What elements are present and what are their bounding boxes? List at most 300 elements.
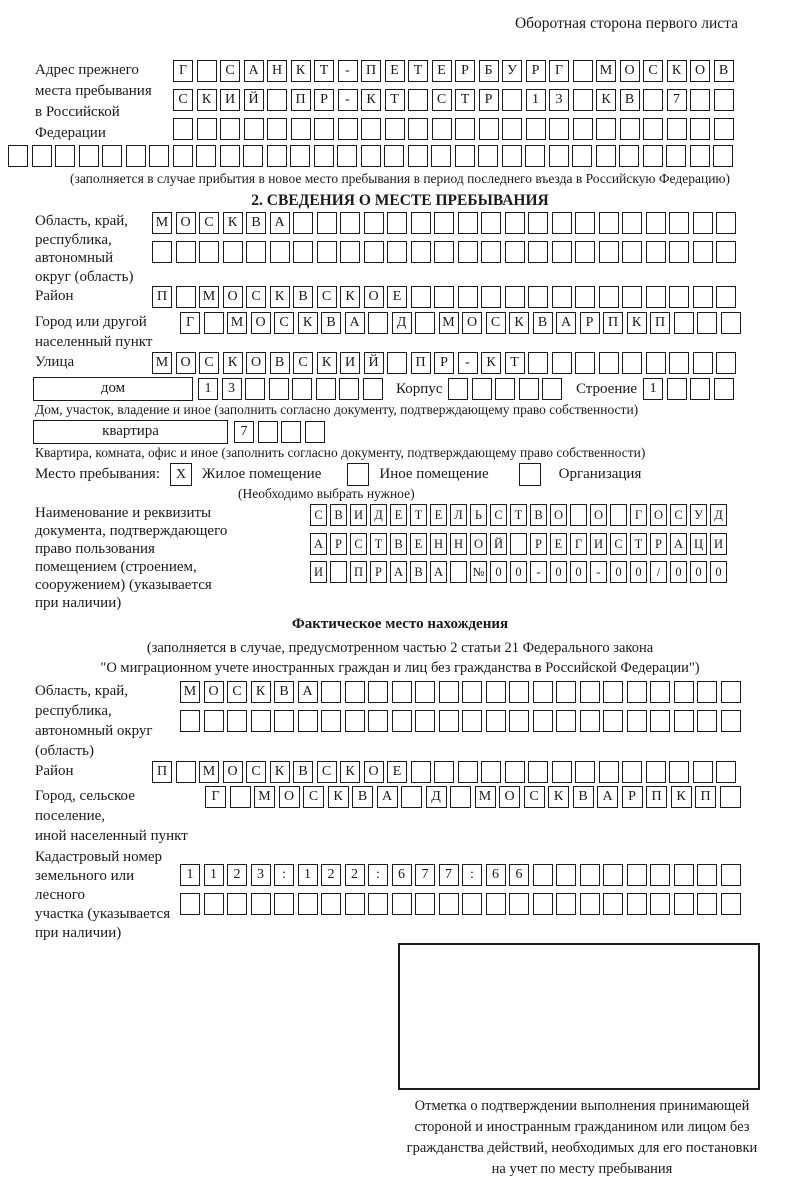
char-cell[interactable] — [552, 286, 572, 308]
char-cell[interactable] — [79, 145, 99, 167]
char-cell[interactable] — [345, 710, 365, 732]
char-cell[interactable]: С — [274, 312, 294, 334]
char-cell[interactable] — [505, 241, 525, 263]
char-cell[interactable] — [230, 786, 251, 808]
char-cell[interactable] — [415, 312, 435, 334]
char-cell[interactable] — [368, 681, 388, 703]
stay-type-checkbox-organization[interactable] — [519, 463, 541, 486]
char-cell[interactable]: С — [317, 286, 337, 308]
char-cell[interactable] — [408, 118, 428, 140]
char-cell[interactable]: Р — [330, 533, 347, 555]
char-cell[interactable] — [697, 864, 717, 886]
char-cell[interactable] — [450, 786, 471, 808]
char-cell[interactable]: - — [338, 89, 358, 111]
char-cell[interactable] — [479, 118, 499, 140]
char-cell[interactable] — [716, 352, 736, 374]
char-cell[interactable] — [199, 241, 219, 263]
char-cell[interactable]: У — [690, 504, 707, 526]
char-cell[interactable]: К — [291, 60, 311, 82]
char-cell[interactable] — [533, 864, 553, 886]
char-cell[interactable]: К — [596, 89, 616, 111]
char-cell[interactable]: М — [199, 761, 219, 783]
char-cell[interactable]: К — [317, 352, 337, 374]
char-cell[interactable] — [180, 710, 200, 732]
char-cell[interactable] — [575, 241, 595, 263]
char-cell[interactable] — [472, 378, 492, 400]
char-cell[interactable]: Г — [173, 60, 193, 82]
char-cell[interactable] — [528, 761, 548, 783]
char-cell[interactable]: К — [340, 761, 360, 783]
char-cell[interactable] — [411, 761, 431, 783]
char-cell[interactable] — [293, 241, 313, 263]
char-cell[interactable]: О — [279, 786, 300, 808]
char-cell[interactable] — [596, 118, 616, 140]
char-cell[interactable] — [666, 145, 686, 167]
char-cell[interactable] — [293, 212, 313, 234]
char-cell[interactable] — [580, 893, 600, 915]
char-cell[interactable] — [556, 864, 576, 886]
char-cell[interactable] — [408, 145, 428, 167]
char-cell[interactable]: Д — [392, 312, 412, 334]
char-cell[interactable]: К — [667, 60, 687, 82]
char-cell[interactable] — [385, 118, 405, 140]
char-cell[interactable]: Р — [622, 786, 643, 808]
char-cell[interactable]: В — [352, 786, 373, 808]
char-cell[interactable] — [669, 286, 689, 308]
char-cell[interactable] — [486, 681, 506, 703]
char-cell[interactable] — [646, 286, 666, 308]
char-cell[interactable] — [549, 145, 569, 167]
char-cell[interactable] — [619, 145, 639, 167]
char-cell[interactable]: 0 — [710, 561, 727, 583]
char-cell[interactable]: Н — [267, 60, 287, 82]
char-cell[interactable] — [298, 710, 318, 732]
char-cell[interactable]: О — [470, 533, 487, 555]
char-cell[interactable] — [338, 118, 358, 140]
char-cell[interactable]: П — [411, 352, 431, 374]
char-cell[interactable]: С — [227, 681, 247, 703]
char-cell[interactable] — [321, 893, 341, 915]
char-cell[interactable]: В — [270, 352, 290, 374]
char-cell[interactable]: - — [458, 352, 478, 374]
char-cell[interactable] — [667, 118, 687, 140]
char-cell[interactable] — [580, 864, 600, 886]
char-cell[interactable] — [603, 893, 623, 915]
char-cell[interactable]: В — [330, 504, 347, 526]
char-cell[interactable] — [196, 145, 216, 167]
char-cell[interactable] — [251, 893, 271, 915]
char-cell[interactable]: 1 — [643, 378, 663, 400]
char-cell[interactable]: А — [270, 212, 290, 234]
char-cell[interactable] — [387, 241, 407, 263]
char-cell[interactable] — [697, 710, 717, 732]
char-cell[interactable] — [458, 212, 478, 234]
char-cell[interactable] — [481, 286, 501, 308]
char-cell[interactable] — [408, 89, 428, 111]
char-cell[interactable]: 0 — [510, 561, 527, 583]
char-cell[interactable] — [227, 710, 247, 732]
char-cell[interactable]: С — [199, 352, 219, 374]
char-cell[interactable] — [646, 241, 666, 263]
char-cell[interactable]: К — [328, 786, 349, 808]
char-cell[interactable] — [697, 893, 717, 915]
char-cell[interactable] — [556, 710, 576, 732]
char-cell[interactable] — [596, 145, 616, 167]
char-cell[interactable] — [345, 681, 365, 703]
char-cell[interactable] — [149, 145, 169, 167]
char-cell[interactable] — [525, 145, 545, 167]
char-cell[interactable] — [462, 893, 482, 915]
char-cell[interactable] — [364, 241, 384, 263]
char-cell[interactable]: Н — [450, 533, 467, 555]
char-cell[interactable]: П — [603, 312, 623, 334]
char-cell[interactable]: К — [509, 312, 529, 334]
char-cell[interactable] — [505, 212, 525, 234]
char-cell[interactable] — [519, 378, 539, 400]
char-cell[interactable]: М — [199, 286, 219, 308]
char-cell[interactable] — [434, 286, 454, 308]
char-cell[interactable] — [552, 761, 572, 783]
char-cell[interactable] — [721, 893, 741, 915]
char-cell[interactable]: - — [530, 561, 547, 583]
char-cell[interactable] — [316, 378, 336, 400]
char-cell[interactable] — [674, 893, 694, 915]
char-cell[interactable]: С — [350, 533, 367, 555]
char-cell[interactable] — [505, 761, 525, 783]
char-cell[interactable] — [721, 864, 741, 886]
char-cell[interactable]: С — [317, 761, 337, 783]
char-cell[interactable] — [345, 893, 365, 915]
char-cell[interactable]: Р — [650, 533, 667, 555]
char-cell[interactable]: С — [643, 60, 663, 82]
char-cell[interactable] — [622, 241, 642, 263]
char-cell[interactable] — [439, 710, 459, 732]
char-cell[interactable] — [411, 286, 431, 308]
char-cell[interactable] — [361, 145, 381, 167]
char-cell[interactable] — [622, 212, 642, 234]
char-cell[interactable] — [478, 145, 498, 167]
char-cell[interactable]: 0 — [570, 561, 587, 583]
char-cell[interactable]: О — [364, 761, 384, 783]
char-cell[interactable] — [575, 286, 595, 308]
char-cell[interactable] — [570, 504, 587, 526]
char-cell[interactable]: № — [470, 561, 487, 583]
char-cell[interactable] — [693, 761, 713, 783]
char-cell[interactable] — [455, 145, 475, 167]
char-cell[interactable] — [502, 145, 522, 167]
char-cell[interactable] — [650, 681, 670, 703]
char-cell[interactable] — [693, 286, 713, 308]
char-cell[interactable]: В — [410, 561, 427, 583]
char-cell[interactable]: 0 — [610, 561, 627, 583]
char-cell[interactable] — [401, 786, 422, 808]
char-cell[interactable] — [552, 352, 572, 374]
char-cell[interactable] — [646, 761, 666, 783]
char-cell[interactable] — [533, 893, 553, 915]
char-cell[interactable] — [526, 118, 546, 140]
char-cell[interactable] — [330, 561, 347, 583]
char-cell[interactable] — [267, 118, 287, 140]
char-cell[interactable]: Д — [370, 504, 387, 526]
char-cell[interactable] — [533, 681, 553, 703]
char-cell[interactable] — [669, 212, 689, 234]
char-cell[interactable] — [714, 378, 734, 400]
char-cell[interactable] — [244, 118, 264, 140]
char-cell[interactable] — [643, 145, 663, 167]
char-cell[interactable]: А — [244, 60, 264, 82]
char-cell[interactable] — [603, 864, 623, 886]
char-cell[interactable] — [415, 893, 435, 915]
char-cell[interactable]: И — [340, 352, 360, 374]
char-cell[interactable] — [643, 118, 663, 140]
char-cell[interactable]: / — [650, 561, 667, 583]
char-cell[interactable] — [646, 352, 666, 374]
char-cell[interactable]: 7 — [415, 864, 435, 886]
char-cell[interactable] — [528, 286, 548, 308]
char-cell[interactable]: М — [180, 681, 200, 703]
char-cell[interactable] — [173, 118, 193, 140]
char-cell[interactable] — [510, 533, 527, 555]
char-cell[interactable] — [176, 286, 196, 308]
char-cell[interactable] — [176, 241, 196, 263]
char-cell[interactable] — [450, 561, 467, 583]
char-cell[interactable]: К — [251, 681, 271, 703]
char-cell[interactable] — [674, 312, 694, 334]
char-cell[interactable] — [650, 710, 670, 732]
char-cell[interactable]: Е — [430, 504, 447, 526]
char-cell[interactable] — [415, 681, 435, 703]
char-cell[interactable] — [462, 710, 482, 732]
char-cell[interactable] — [697, 681, 717, 703]
char-cell[interactable]: П — [361, 60, 381, 82]
char-cell[interactable]: А — [556, 312, 576, 334]
char-cell[interactable] — [298, 893, 318, 915]
char-cell[interactable]: К — [270, 286, 290, 308]
char-cell[interactable] — [392, 893, 412, 915]
char-cell[interactable] — [269, 378, 289, 400]
char-cell[interactable] — [411, 241, 431, 263]
char-cell[interactable]: П — [695, 786, 716, 808]
char-cell[interactable]: П — [350, 561, 367, 583]
char-cell[interactable]: 0 — [630, 561, 647, 583]
char-cell[interactable]: С — [199, 212, 219, 234]
char-cell[interactable] — [690, 378, 710, 400]
char-cell[interactable] — [223, 241, 243, 263]
char-cell[interactable]: К — [481, 352, 501, 374]
char-cell[interactable] — [267, 89, 287, 111]
char-cell[interactable]: В — [246, 212, 266, 234]
char-cell[interactable]: О — [690, 60, 710, 82]
char-cell[interactable] — [8, 145, 28, 167]
char-cell[interactable] — [549, 118, 569, 140]
char-cell[interactable] — [580, 710, 600, 732]
char-cell[interactable] — [552, 241, 572, 263]
char-cell[interactable]: О — [246, 352, 266, 374]
char-cell[interactable] — [599, 286, 619, 308]
char-cell[interactable]: Т — [505, 352, 525, 374]
char-cell[interactable]: Ц — [690, 533, 707, 555]
char-cell[interactable]: И — [220, 89, 240, 111]
char-cell[interactable]: К — [270, 761, 290, 783]
char-cell[interactable]: П — [646, 786, 667, 808]
char-cell[interactable] — [646, 212, 666, 234]
char-cell[interactable] — [290, 145, 310, 167]
char-cell[interactable]: Р — [370, 561, 387, 583]
char-cell[interactable]: А — [298, 681, 318, 703]
char-cell[interactable] — [713, 145, 733, 167]
char-cell[interactable]: И — [710, 533, 727, 555]
char-cell[interactable] — [220, 118, 240, 140]
char-cell[interactable] — [533, 710, 553, 732]
char-cell[interactable] — [267, 145, 287, 167]
char-cell[interactable]: П — [152, 761, 172, 783]
char-cell[interactable]: О — [223, 761, 243, 783]
char-cell[interactable]: К — [223, 212, 243, 234]
char-cell[interactable] — [204, 710, 224, 732]
char-cell[interactable] — [542, 378, 562, 400]
char-cell[interactable] — [721, 312, 741, 334]
char-cell[interactable]: 2 — [321, 864, 341, 886]
char-cell[interactable]: А — [597, 786, 618, 808]
char-cell[interactable] — [599, 352, 619, 374]
char-cell[interactable]: Й — [490, 533, 507, 555]
char-cell[interactable]: Б — [479, 60, 499, 82]
char-cell[interactable] — [258, 421, 278, 443]
char-cell[interactable] — [321, 681, 341, 703]
char-cell[interactable]: Д — [426, 786, 447, 808]
char-cell[interactable]: Г — [549, 60, 569, 82]
char-cell[interactable] — [669, 352, 689, 374]
char-cell[interactable]: А — [377, 786, 398, 808]
char-cell[interactable]: В — [274, 681, 294, 703]
char-cell[interactable]: Р — [455, 60, 475, 82]
char-cell[interactable] — [627, 893, 647, 915]
char-cell[interactable] — [693, 212, 713, 234]
char-cell[interactable]: Т — [370, 533, 387, 555]
char-cell[interactable]: С — [486, 312, 506, 334]
char-cell[interactable] — [197, 60, 217, 82]
char-cell[interactable]: 0 — [690, 561, 707, 583]
char-cell[interactable] — [291, 118, 311, 140]
char-cell[interactable] — [126, 145, 146, 167]
char-cell[interactable]: О — [650, 504, 667, 526]
char-cell[interactable]: Ь — [470, 504, 487, 526]
char-cell[interactable] — [573, 60, 593, 82]
char-cell[interactable]: П — [291, 89, 311, 111]
char-cell[interactable]: 6 — [486, 864, 506, 886]
char-cell[interactable] — [314, 145, 334, 167]
char-cell[interactable] — [690, 145, 710, 167]
char-cell[interactable]: К — [627, 312, 647, 334]
char-cell[interactable]: 1 — [204, 864, 224, 886]
char-cell[interactable] — [720, 786, 741, 808]
char-cell[interactable] — [552, 212, 572, 234]
char-cell[interactable] — [481, 761, 501, 783]
char-cell[interactable] — [434, 761, 454, 783]
char-cell[interactable]: С — [670, 504, 687, 526]
char-cell[interactable]: Г — [570, 533, 587, 555]
char-cell[interactable]: С — [246, 286, 266, 308]
char-cell[interactable]: Г — [180, 312, 200, 334]
char-cell[interactable] — [495, 378, 515, 400]
char-cell[interactable] — [339, 378, 359, 400]
char-cell[interactable] — [528, 212, 548, 234]
char-cell[interactable] — [363, 378, 383, 400]
stay-type-checkbox-other[interactable] — [347, 463, 369, 486]
char-cell[interactable] — [368, 710, 388, 732]
char-cell[interactable]: О — [223, 286, 243, 308]
char-cell[interactable]: Г — [205, 786, 226, 808]
char-cell[interactable]: М — [439, 312, 459, 334]
char-cell[interactable] — [458, 761, 478, 783]
char-cell[interactable]: С — [610, 533, 627, 555]
char-cell[interactable] — [674, 864, 694, 886]
char-cell[interactable]: К — [197, 89, 217, 111]
char-cell[interactable] — [573, 89, 593, 111]
char-cell[interactable] — [152, 241, 172, 263]
char-cell[interactable] — [245, 378, 265, 400]
char-cell[interactable] — [714, 89, 734, 111]
char-cell[interactable]: С — [310, 504, 327, 526]
char-cell[interactable]: С — [220, 60, 240, 82]
char-cell[interactable] — [575, 212, 595, 234]
char-cell[interactable] — [204, 893, 224, 915]
char-cell[interactable] — [674, 681, 694, 703]
char-cell[interactable] — [481, 212, 501, 234]
char-cell[interactable] — [486, 710, 506, 732]
char-cell[interactable] — [556, 893, 576, 915]
char-cell[interactable]: : — [274, 864, 294, 886]
char-cell[interactable]: О — [251, 312, 271, 334]
char-cell[interactable] — [622, 761, 642, 783]
char-cell[interactable] — [314, 118, 334, 140]
char-cell[interactable]: В — [293, 761, 313, 783]
char-cell[interactable]: Т — [630, 533, 647, 555]
char-cell[interactable]: М — [227, 312, 247, 334]
char-cell[interactable]: Т — [314, 60, 334, 82]
char-cell[interactable]: 0 — [670, 561, 687, 583]
char-cell[interactable] — [448, 378, 468, 400]
char-cell[interactable] — [270, 241, 290, 263]
char-cell[interactable]: Й — [364, 352, 384, 374]
char-cell[interactable] — [650, 864, 670, 886]
char-cell[interactable]: Т — [455, 89, 475, 111]
apartment-type-box[interactable]: квартира — [33, 420, 228, 444]
char-cell[interactable]: Е — [387, 286, 407, 308]
stay-type-checkbox-residential[interactable]: X — [170, 463, 192, 486]
char-cell[interactable]: 7 — [234, 421, 254, 443]
char-cell[interactable] — [575, 352, 595, 374]
char-cell[interactable] — [716, 761, 736, 783]
char-cell[interactable] — [580, 681, 600, 703]
char-cell[interactable]: Р — [580, 312, 600, 334]
char-cell[interactable]: Д — [710, 504, 727, 526]
char-cell[interactable]: Е — [410, 533, 427, 555]
char-cell[interactable]: 1 — [298, 864, 318, 886]
char-cell[interactable] — [599, 241, 619, 263]
char-cell[interactable]: О — [176, 212, 196, 234]
char-cell[interactable]: Т — [385, 89, 405, 111]
char-cell[interactable]: 2 — [345, 864, 365, 886]
char-cell[interactable] — [697, 312, 717, 334]
char-cell[interactable]: 6 — [392, 864, 412, 886]
char-cell[interactable] — [55, 145, 75, 167]
char-cell[interactable]: 1 — [198, 378, 218, 400]
char-cell[interactable] — [643, 89, 663, 111]
char-cell[interactable] — [599, 212, 619, 234]
char-cell[interactable] — [573, 118, 593, 140]
char-cell[interactable] — [667, 378, 687, 400]
